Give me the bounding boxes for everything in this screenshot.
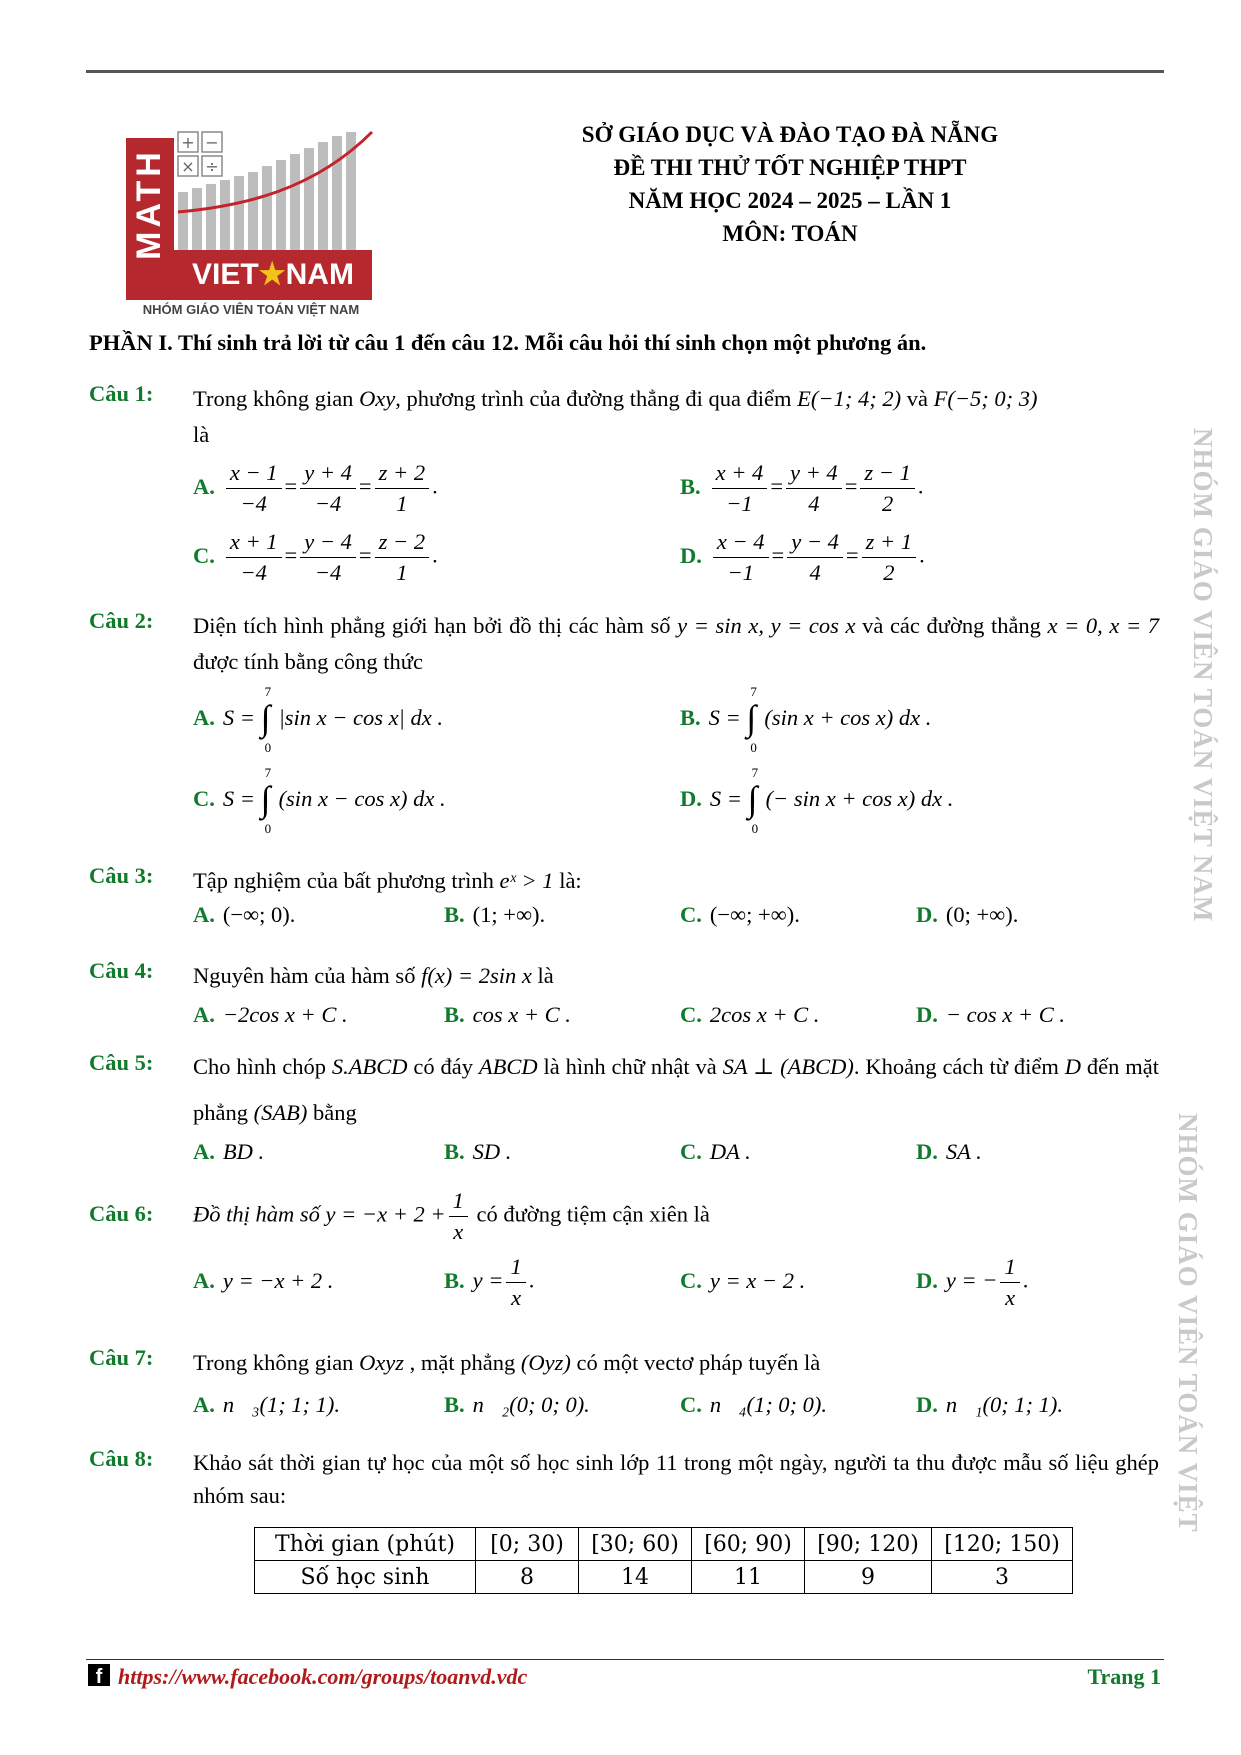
q3-option-d[interactable]: D. (0; +∞). — [916, 902, 1019, 927]
facebook-icon: f — [88, 1664, 110, 1686]
top-rule — [86, 70, 1164, 73]
footer-link[interactable]: https://www.facebook.com/groups/toanvd.vdc — [118, 1664, 528, 1689]
q7-option-b[interactable]: B. n⃗₂(0; 0; 0). — [444, 1392, 590, 1417]
bottom-rule — [86, 1659, 1164, 1660]
q6-option-d[interactable]: D. y = − $\frac{1}{x}$ . — [916, 1254, 1029, 1310]
q5-option-b[interactable]: B. SD . — [444, 1139, 512, 1164]
table-cell: 11 — [692, 1561, 805, 1594]
q5-option-a[interactable]: A. BD . — [193, 1139, 265, 1164]
question-text: Trong không gian Oxy, phương trình của đường thẳng đi qua điểm E(−1; 4; 2) và F(−5; 0; 3) là — [193, 386, 1038, 447]
table-cell: [120; 150) — [932, 1528, 1073, 1561]
question-label: Câu 2: — [89, 608, 154, 633]
q4-option-d[interactable]: D. − cos x + C . — [916, 1002, 1065, 1027]
table-row — [255, 1561, 1073, 1594]
table-cell: [90; 120) — [805, 1528, 932, 1561]
table-cell: Thời gian (phút) — [255, 1528, 476, 1561]
grouped-data-table — [254, 1527, 1073, 1594]
question-label: Câu 5: — [89, 1050, 154, 1075]
question-label: Câu 7: — [89, 1345, 154, 1370]
table-cell: [60; 90) — [692, 1528, 805, 1561]
question-text: Khảo sát thời gian tự học của một số học sinh lớp 11 trong một ngày, người ta thu được mẫu số liệu ghép nhóm sau: — [193, 1450, 1159, 1508]
part-1-instruction: PHẦN I. Thí sinh trả lời từ câu 1 đến câu 12. Mỗi câu hỏi thí sinh chọn một phương án. — [89, 330, 927, 355]
page-number: Trang 1 — [1087, 1664, 1161, 1689]
question-text: Nguyên hàm của hàm số f(x) = 2sin x là — [193, 963, 554, 988]
q5-option-c[interactable]: C. DA . — [680, 1139, 751, 1164]
header-line-1: SỞ GIÁO DỤC VÀ ĐÀO TẠO ĐÀ NẴNG — [581, 122, 999, 147]
q6-option-a[interactable]: A. y = −x + 2 . — [193, 1268, 334, 1293]
q7-option-c[interactable]: C. n⃗₄(1; 0; 0). — [680, 1392, 828, 1417]
table-cell: 8 — [476, 1561, 579, 1594]
table-cell: Số học sinh — [255, 1561, 476, 1594]
logo-banner — [174, 250, 372, 300]
svg-text:−: − — [205, 133, 219, 152]
table-row — [255, 1528, 1073, 1561]
question-label: Câu 3: — [89, 863, 154, 888]
logo-banner-right: NAM — [285, 258, 354, 291]
question-text: Tập nghiệm của bất phương trình eˣ > 1 là: — [193, 868, 582, 893]
svg-text:÷: ÷ — [205, 157, 219, 176]
table-cell: [30; 60) — [579, 1528, 692, 1561]
logo-chart-graphic — [174, 130, 374, 255]
table-cell: 14 — [579, 1561, 692, 1594]
question-text: Đồ thị hàm số y = −x + 2 + $\frac{1}{x}$ có đường tiệm cận xiên là — [193, 1188, 710, 1244]
question-label: Câu 8: — [89, 1446, 154, 1471]
q1-option-c[interactable]: C. $\frac{x + 1}{-4}$ = $\frac{y - 4}{-4}$ = $\frac{z - 2}{1}$ . — [193, 529, 438, 585]
q3-option-a[interactable]: A. (−∞; 0). — [193, 902, 296, 927]
svg-text:×: × — [181, 157, 195, 176]
header-line-2: ĐỀ THI THỬ TỐT NGHIỆP THPT — [613, 155, 967, 180]
q6-option-b[interactable]: B. y = $\frac{1}{x}$ . — [444, 1254, 535, 1310]
q2-option-b[interactable]: B. S = 7 ∫ 0 (sin x + cos x) dx . — [680, 684, 932, 755]
question-label: Câu 4: — [89, 958, 154, 983]
star-icon: ★ — [258, 258, 286, 291]
q3-option-c[interactable]: C. (−∞; +∞). — [680, 902, 800, 927]
q4-option-c[interactable]: C. 2cos x + C . — [680, 1002, 820, 1027]
question-text: Cho hình chóp S.ABCD có đáy ABCD là hình chữ nhật và SA ⊥ (ABCD). Khoảng cách từ điểm D đến mặt phẳng (SAB) bằng — [193, 1054, 1159, 1125]
q1-option-d[interactable]: D. $\frac{x - 4}{-1}$ = $\frac{y - 4}{4}$ = $\frac{z + 1}{2}$ . — [680, 529, 925, 585]
exam-header — [520, 118, 1060, 250]
logo-vertical-text: MATH — [130, 148, 168, 260]
question-label: Câu 6: — [89, 1201, 154, 1226]
logo-subtitle: NHÓM GIÁO VIÊN TOÁN VIỆT NAM — [142, 302, 360, 317]
table-cell: 9 — [805, 1561, 932, 1594]
question-text: Diện tích hình phẳng giới hạn bởi đồ thị các hàm số y = sin x, y = cos x và các đường thẳng x = 0, x = 7 được tính bằng công thức — [193, 613, 1160, 674]
q7-option-d[interactable]: D. n⃗₁(0; 1; 1). — [916, 1392, 1064, 1417]
question-text: Trong không gian Oxyz , mặt phẳng (Oyz) có một vectơ pháp tuyến là — [193, 1350, 821, 1375]
q5-option-d[interactable]: D. SA . — [916, 1139, 982, 1164]
q1-option-b[interactable]: B. $\frac{x + 4}{-1}$ = $\frac{y + 4}{4}$ = $\frac{z - 1}{2}$ . — [680, 460, 924, 516]
question-label: Câu 1: — [89, 381, 154, 406]
header-line-3: NĂM HỌC 2024 – 2025 – LẦN 1 — [628, 188, 952, 213]
q2-option-a[interactable]: A. S = 7 ∫ 0 |sin x − cos x| dx . — [193, 684, 443, 755]
svg-text:+: + — [181, 133, 195, 152]
q1-option-a[interactable]: A. $\frac{x - 1}{-4}$ = $\frac{y + 4}{-4}$ = $\frac{z + 2}{1}$ . — [193, 460, 438, 516]
table-cell: [0; 30) — [476, 1528, 579, 1561]
q6-option-c[interactable]: C. y = x − 2 . — [680, 1268, 806, 1293]
header-line-4: MÔN: TOÁN — [722, 221, 858, 246]
watermark-lower: NHÓM GIÁO VIÊN TOÁN VIỆT — [1173, 1113, 1203, 1533]
q4-option-a[interactable]: A. −2cos x + C . — [193, 1002, 348, 1027]
q7-option-a[interactable]: A. n⃗₃(1; 1; 1). — [193, 1392, 341, 1417]
logo-banner-left: VIET — [192, 258, 259, 291]
q3-option-b[interactable]: B. (1; +∞). — [444, 902, 546, 927]
q2-option-d[interactable]: D. S = 7 ∫ 0 (− sin x + cos x) dx . — [680, 765, 954, 836]
math-vietnam-logo — [126, 130, 376, 322]
q4-option-b[interactable]: B. cos x + C . — [444, 1002, 571, 1027]
watermark-upper: NHÓM GIÁO VIÊN TOÁN VIỆT NAM — [1188, 428, 1218, 923]
table-cell: 3 — [932, 1561, 1073, 1594]
q2-option-c[interactable]: C. S = 7 ∫ 0 (sin x − cos x) dx . — [193, 765, 446, 836]
